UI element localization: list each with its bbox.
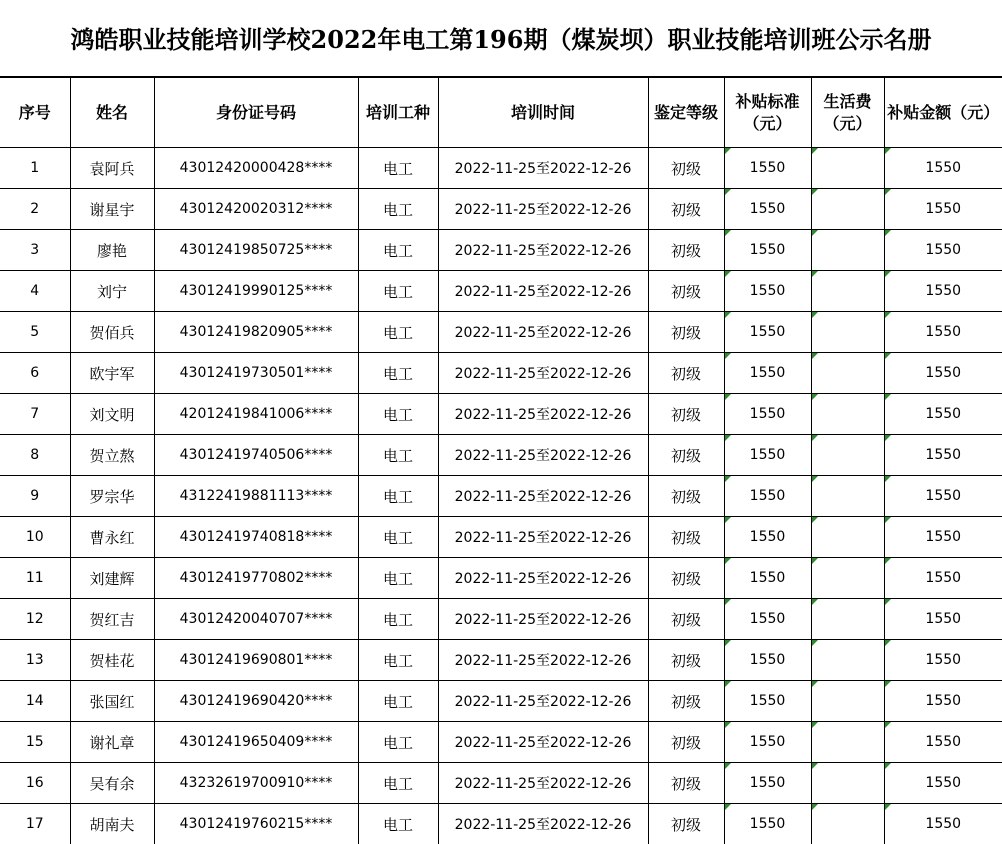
cell-subsidy-std: 1550 bbox=[724, 599, 811, 640]
cell-trade: 电工 bbox=[358, 640, 438, 681]
cell-name: 刘宁 bbox=[70, 271, 154, 312]
table-row bbox=[0, 640, 1002, 681]
cell-level: 初级 bbox=[648, 476, 724, 517]
cell-subsidy-amt: 1550 bbox=[884, 353, 1002, 394]
cell-subsidy-std: 1550 bbox=[724, 517, 811, 558]
table-row bbox=[0, 271, 1002, 312]
cell-seq: 2 bbox=[0, 189, 70, 230]
cell-name: 胡南夫 bbox=[70, 804, 154, 844]
cell-period: 2022-11-25至2022-12-26 bbox=[438, 435, 648, 476]
cell-level: 初级 bbox=[648, 230, 724, 271]
cell-id-number: 43012419770802**** bbox=[154, 558, 358, 599]
cell-level: 初级 bbox=[648, 804, 724, 844]
cell-seq: 9 bbox=[0, 476, 70, 517]
cell-trade: 电工 bbox=[358, 353, 438, 394]
cell-living-fee bbox=[811, 435, 884, 476]
cell-period: 2022-11-25至2022-12-26 bbox=[438, 394, 648, 435]
cell-period: 2022-11-25至2022-12-26 bbox=[438, 271, 648, 312]
cell-trade: 电工 bbox=[358, 722, 438, 763]
cell-trade: 电工 bbox=[358, 230, 438, 271]
cell-id-number: 43012419730501**** bbox=[154, 353, 358, 394]
cell-id-number: 43012419990125**** bbox=[154, 271, 358, 312]
cell-subsidy-std: 1550 bbox=[724, 681, 811, 722]
header-id: 身份证号码 bbox=[154, 78, 358, 148]
cell-name: 谢礼章 bbox=[70, 722, 154, 763]
cell-id-number: 43012419650409**** bbox=[154, 722, 358, 763]
cell-seq: 16 bbox=[0, 763, 70, 804]
cell-seq: 10 bbox=[0, 517, 70, 558]
header-subsidy-amt: 补贴金额（元） bbox=[884, 78, 1002, 148]
cell-id-number: 43012419740506**** bbox=[154, 435, 358, 476]
cell-living-fee bbox=[811, 681, 884, 722]
cell-name: 刘建辉 bbox=[70, 558, 154, 599]
cell-id-number: 43122419881113**** bbox=[154, 476, 358, 517]
cell-level: 初级 bbox=[648, 189, 724, 230]
cell-living-fee bbox=[811, 148, 884, 189]
cell-living-fee bbox=[811, 394, 884, 435]
cell-level: 初级 bbox=[648, 517, 724, 558]
cell-period: 2022-11-25至2022-12-26 bbox=[438, 148, 648, 189]
cell-subsidy-amt: 1550 bbox=[884, 148, 1002, 189]
cell-id-number: 43012419690420**** bbox=[154, 681, 358, 722]
cell-name: 贺红吉 bbox=[70, 599, 154, 640]
cell-subsidy-amt: 1550 bbox=[884, 640, 1002, 681]
header-period: 培训时间 bbox=[438, 78, 648, 148]
cell-subsidy-amt: 1550 bbox=[884, 271, 1002, 312]
cell-subsidy-std: 1550 bbox=[724, 148, 811, 189]
cell-level: 初级 bbox=[648, 640, 724, 681]
cell-living-fee bbox=[811, 189, 884, 230]
cell-name: 贺立熬 bbox=[70, 435, 154, 476]
cell-name: 吴有余 bbox=[70, 763, 154, 804]
cell-period: 2022-11-25至2022-12-26 bbox=[438, 640, 648, 681]
table-row bbox=[0, 353, 1002, 394]
cell-level: 初级 bbox=[648, 763, 724, 804]
cell-trade: 电工 bbox=[358, 599, 438, 640]
table-row bbox=[0, 312, 1002, 353]
cell-trade: 电工 bbox=[358, 681, 438, 722]
table-row bbox=[0, 804, 1002, 844]
cell-name: 欧宇军 bbox=[70, 353, 154, 394]
cell-id-number: 43012419850725**** bbox=[154, 230, 358, 271]
cell-id-number: 43012420000428**** bbox=[154, 148, 358, 189]
table-row bbox=[0, 558, 1002, 599]
cell-seq: 15 bbox=[0, 722, 70, 763]
cell-level: 初级 bbox=[648, 353, 724, 394]
cell-subsidy-amt: 1550 bbox=[884, 517, 1002, 558]
cell-subsidy-std: 1550 bbox=[724, 271, 811, 312]
cell-trade: 电工 bbox=[358, 394, 438, 435]
cell-name: 贺佰兵 bbox=[70, 312, 154, 353]
roster-table bbox=[0, 77, 1002, 844]
cell-trade: 电工 bbox=[358, 558, 438, 599]
cell-seq: 3 bbox=[0, 230, 70, 271]
cell-level: 初级 bbox=[648, 599, 724, 640]
table-row bbox=[0, 435, 1002, 476]
cell-living-fee bbox=[811, 271, 884, 312]
cell-period: 2022-11-25至2022-12-26 bbox=[438, 312, 648, 353]
cell-name: 袁阿兵 bbox=[70, 148, 154, 189]
table-row bbox=[0, 763, 1002, 804]
cell-period: 2022-11-25至2022-12-26 bbox=[438, 599, 648, 640]
cell-subsidy-amt: 1550 bbox=[884, 230, 1002, 271]
table-row bbox=[0, 681, 1002, 722]
header-name: 姓名 bbox=[70, 78, 154, 148]
cell-name: 刘文明 bbox=[70, 394, 154, 435]
cell-trade: 电工 bbox=[358, 148, 438, 189]
table-row bbox=[0, 394, 1002, 435]
cell-living-fee bbox=[811, 722, 884, 763]
cell-living-fee bbox=[811, 640, 884, 681]
table-row bbox=[0, 230, 1002, 271]
cell-seq: 7 bbox=[0, 394, 70, 435]
cell-level: 初级 bbox=[648, 681, 724, 722]
cell-living-fee bbox=[811, 476, 884, 517]
cell-id-number: 43012419760215**** bbox=[154, 804, 358, 844]
cell-subsidy-amt: 1550 bbox=[884, 763, 1002, 804]
cell-subsidy-amt: 1550 bbox=[884, 312, 1002, 353]
cell-subsidy-std: 1550 bbox=[724, 353, 811, 394]
cell-level: 初级 bbox=[648, 271, 724, 312]
cell-period: 2022-11-25至2022-12-26 bbox=[438, 353, 648, 394]
cell-level: 初级 bbox=[648, 722, 724, 763]
cell-period: 2022-11-25至2022-12-26 bbox=[438, 681, 648, 722]
cell-trade: 电工 bbox=[358, 189, 438, 230]
header-subsidy-std: 补贴标准（元） bbox=[724, 78, 811, 148]
cell-name: 张国红 bbox=[70, 681, 154, 722]
cell-living-fee bbox=[811, 353, 884, 394]
header-trade: 培训工种 bbox=[358, 78, 438, 148]
cell-name: 贺桂花 bbox=[70, 640, 154, 681]
cell-level: 初级 bbox=[648, 148, 724, 189]
cell-subsidy-std: 1550 bbox=[724, 394, 811, 435]
cell-living-fee bbox=[811, 517, 884, 558]
table-row bbox=[0, 599, 1002, 640]
cell-level: 初级 bbox=[648, 394, 724, 435]
cell-seq: 1 bbox=[0, 148, 70, 189]
cell-seq: 13 bbox=[0, 640, 70, 681]
cell-subsidy-amt: 1550 bbox=[884, 476, 1002, 517]
cell-period: 2022-11-25至2022-12-26 bbox=[438, 476, 648, 517]
cell-id-number: 43012420020312**** bbox=[154, 189, 358, 230]
cell-seq: 8 bbox=[0, 435, 70, 476]
page-title: 鸿皓职业技能培训学校2022年电工第196期（煤炭坝）职业技能培训班公示名册 bbox=[0, 0, 1002, 77]
cell-seq: 4 bbox=[0, 271, 70, 312]
table-row bbox=[0, 722, 1002, 763]
cell-id-number: 43012419740818**** bbox=[154, 517, 358, 558]
cell-subsidy-std: 1550 bbox=[724, 312, 811, 353]
cell-subsidy-amt: 1550 bbox=[884, 394, 1002, 435]
cell-subsidy-amt: 1550 bbox=[884, 681, 1002, 722]
cell-subsidy-amt: 1550 bbox=[884, 558, 1002, 599]
cell-name: 廖艳 bbox=[70, 230, 154, 271]
cell-living-fee bbox=[811, 230, 884, 271]
cell-subsidy-std: 1550 bbox=[724, 230, 811, 271]
cell-trade: 电工 bbox=[358, 435, 438, 476]
cell-name: 罗宗华 bbox=[70, 476, 154, 517]
header-seq: 序号 bbox=[0, 78, 70, 148]
table-row bbox=[0, 517, 1002, 558]
cell-level: 初级 bbox=[648, 312, 724, 353]
header-row bbox=[0, 78, 1002, 148]
cell-id-number: 43012419690801**** bbox=[154, 640, 358, 681]
table-row bbox=[0, 476, 1002, 517]
cell-subsidy-amt: 1550 bbox=[884, 722, 1002, 763]
cell-period: 2022-11-25至2022-12-26 bbox=[438, 722, 648, 763]
cell-trade: 电工 bbox=[358, 271, 438, 312]
cell-seq: 11 bbox=[0, 558, 70, 599]
cell-trade: 电工 bbox=[358, 763, 438, 804]
cell-period: 2022-11-25至2022-12-26 bbox=[438, 763, 648, 804]
header-level: 鉴定等级 bbox=[648, 78, 724, 148]
cell-subsidy-std: 1550 bbox=[724, 476, 811, 517]
cell-living-fee bbox=[811, 599, 884, 640]
cell-subsidy-amt: 1550 bbox=[884, 435, 1002, 476]
cell-subsidy-std: 1550 bbox=[724, 640, 811, 681]
cell-period: 2022-11-25至2022-12-26 bbox=[438, 517, 648, 558]
table-row bbox=[0, 148, 1002, 189]
cell-level: 初级 bbox=[648, 435, 724, 476]
cell-id-number: 42012419841006**** bbox=[154, 394, 358, 435]
cell-period: 2022-11-25至2022-12-26 bbox=[438, 558, 648, 599]
cell-living-fee bbox=[811, 804, 884, 844]
cell-subsidy-amt: 1550 bbox=[884, 189, 1002, 230]
cell-subsidy-std: 1550 bbox=[724, 722, 811, 763]
cell-subsidy-amt: 1550 bbox=[884, 804, 1002, 844]
cell-seq: 5 bbox=[0, 312, 70, 353]
cell-living-fee bbox=[811, 312, 884, 353]
cell-living-fee bbox=[811, 763, 884, 804]
cell-subsidy-std: 1550 bbox=[724, 763, 811, 804]
cell-trade: 电工 bbox=[358, 476, 438, 517]
cell-subsidy-std: 1550 bbox=[724, 435, 811, 476]
cell-period: 2022-11-25至2022-12-26 bbox=[438, 804, 648, 844]
header-living-fee: 生活费（元） bbox=[811, 78, 884, 148]
cell-id-number: 43012420040707**** bbox=[154, 599, 358, 640]
cell-seq: 17 bbox=[0, 804, 70, 844]
cell-id-number: 43232619700910**** bbox=[154, 763, 358, 804]
cell-subsidy-std: 1550 bbox=[724, 558, 811, 599]
cell-period: 2022-11-25至2022-12-26 bbox=[438, 230, 648, 271]
cell-trade: 电工 bbox=[358, 517, 438, 558]
cell-level: 初级 bbox=[648, 558, 724, 599]
cell-trade: 电工 bbox=[358, 312, 438, 353]
cell-living-fee bbox=[811, 558, 884, 599]
cell-seq: 12 bbox=[0, 599, 70, 640]
cell-subsidy-std: 1550 bbox=[724, 189, 811, 230]
cell-id-number: 43012419820905**** bbox=[154, 312, 358, 353]
cell-trade: 电工 bbox=[358, 804, 438, 844]
cell-name: 谢星宇 bbox=[70, 189, 154, 230]
cell-name: 曹永红 bbox=[70, 517, 154, 558]
cell-seq: 14 bbox=[0, 681, 70, 722]
cell-subsidy-std: 1550 bbox=[724, 804, 811, 844]
cell-period: 2022-11-25至2022-12-26 bbox=[438, 189, 648, 230]
cell-seq: 6 bbox=[0, 353, 70, 394]
table-row bbox=[0, 189, 1002, 230]
cell-subsidy-amt: 1550 bbox=[884, 599, 1002, 640]
